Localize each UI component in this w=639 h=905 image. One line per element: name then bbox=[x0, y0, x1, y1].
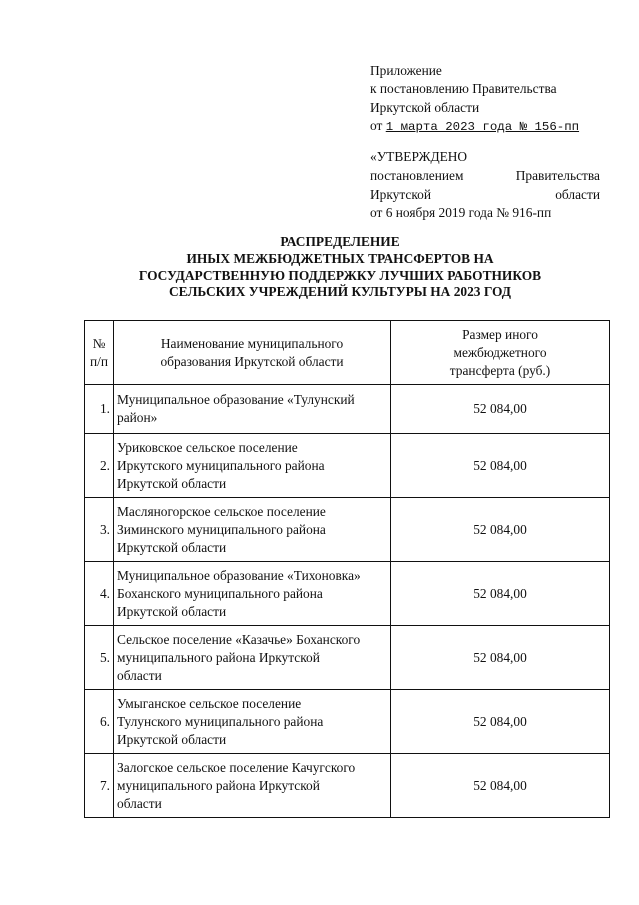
row-name-line: Масляногорское сельское поселение bbox=[117, 503, 326, 519]
row-number: 4. bbox=[85, 562, 114, 626]
row-name bbox=[114, 754, 391, 818]
approved-line-3 bbox=[370, 186, 600, 205]
approved-block bbox=[370, 148, 600, 223]
row-number: 1. bbox=[85, 385, 114, 434]
row-number: 7. bbox=[85, 754, 114, 818]
table-row bbox=[85, 690, 610, 754]
row-number: 2. bbox=[85, 434, 114, 498]
table-row bbox=[85, 385, 610, 434]
title-line-4: СЕЛЬСКИХ УЧРЕЖДЕНИЙ КУЛЬТУРЫ НА 2023 ГОД bbox=[169, 284, 511, 300]
header-name bbox=[114, 321, 391, 385]
approved-line-3-right: области bbox=[555, 186, 600, 202]
annex-line-1: Приложение bbox=[370, 63, 442, 78]
row-number: 3. bbox=[85, 498, 114, 562]
row-name-line: Иркутской области bbox=[117, 475, 227, 491]
row-name-line: муниципального района Иркутской bbox=[117, 649, 320, 665]
annex-date-number: 1 марта 2023 года № 156-пп bbox=[385, 120, 580, 135]
row-name-line: Муниципальное образование «Тихоновка» bbox=[117, 567, 361, 583]
annex-block bbox=[370, 62, 600, 137]
table-row bbox=[85, 626, 610, 690]
row-name bbox=[114, 498, 391, 562]
row-name bbox=[114, 385, 391, 434]
row-amount: 52 084,00 bbox=[391, 434, 610, 498]
row-amount: 52 084,00 bbox=[391, 498, 610, 562]
row-name bbox=[114, 690, 391, 754]
header-amount bbox=[391, 321, 610, 385]
header-number-line-1: № bbox=[92, 335, 106, 351]
row-name-line: Иркутской области bbox=[117, 603, 227, 619]
header-name-line-2: образования Иркутской области bbox=[160, 353, 344, 369]
row-name bbox=[114, 562, 391, 626]
row-amount: 52 084,00 bbox=[391, 385, 610, 434]
approved-line-2-right: Правительства bbox=[515, 167, 600, 183]
row-number: 6. bbox=[85, 690, 114, 754]
distribution-table bbox=[84, 320, 610, 818]
approved-line-3-left: Иркутской bbox=[370, 186, 432, 202]
title-line-1: РАСПРЕДЕЛЕНИЕ bbox=[280, 234, 400, 249]
row-name-line: области bbox=[117, 795, 162, 811]
row-name-line: Зиминского муниципального района bbox=[117, 521, 326, 537]
header-number bbox=[85, 321, 114, 385]
table-row bbox=[85, 498, 610, 562]
header-amount-line-2: межбюджетного bbox=[453, 344, 547, 360]
row-amount: 52 084,00 bbox=[391, 754, 610, 818]
table-header-row bbox=[85, 321, 610, 385]
row-name-line: Тулунского муниципального района bbox=[117, 713, 324, 729]
header-amount-line-3: трансферта (руб.) bbox=[449, 362, 551, 378]
approved-line-2-left: постановлением bbox=[370, 167, 464, 183]
document-title bbox=[60, 234, 620, 301]
row-name-line: Сельское поселение «Казачье» Боханского bbox=[117, 631, 361, 647]
annex-line-2: к постановлению Правительства bbox=[370, 81, 557, 97]
row-name bbox=[114, 434, 391, 498]
row-name-line: Иркутского муниципального района bbox=[117, 457, 325, 473]
row-amount: 52 084,00 bbox=[391, 690, 610, 754]
approved-line-4: от 6 ноября 2019 года № 916-пп bbox=[370, 205, 552, 221]
header-amount-line-1: Размер иного bbox=[462, 326, 538, 342]
row-name bbox=[114, 626, 391, 690]
row-number: 5. bbox=[85, 626, 114, 690]
row-name-line: муниципального района Иркутской bbox=[117, 777, 320, 793]
row-amount: 52 084,00 bbox=[391, 626, 610, 690]
table-row bbox=[85, 562, 610, 626]
row-name-line: Боханского муниципального района bbox=[117, 585, 323, 601]
row-name-line: Муниципальное образование «Тулунский bbox=[117, 392, 355, 407]
title-line-3: ГОСУДАРСТВЕННУЮ ПОДДЕРЖКУ ЛУЧШИХ РАБОТНИКОВ bbox=[138, 267, 542, 283]
annex-date-prefix: от bbox=[370, 118, 383, 134]
row-name-line: район» bbox=[117, 410, 158, 425]
header-number-line-2: п/п bbox=[89, 353, 109, 369]
row-name-line: Иркутской области bbox=[117, 731, 227, 747]
row-name-line: Уриковское сельское поселение bbox=[117, 439, 298, 455]
row-name-line: области bbox=[117, 667, 162, 683]
title-line-2: ИНЫХ МЕЖБЮДЖЕТНЫХ ТРАНСФЕРТОВ НА bbox=[186, 250, 494, 266]
row-name-line: Залогское сельское поселение Качугского bbox=[117, 759, 356, 775]
row-amount: 52 084,00 bbox=[391, 562, 610, 626]
row-name-line: Умыганское сельское поселение bbox=[117, 695, 302, 711]
annex-line-4 bbox=[370, 117, 600, 136]
table-row bbox=[85, 434, 610, 498]
header-name-line-1: Наименование муниципального bbox=[160, 335, 344, 351]
approved-line-2 bbox=[370, 167, 600, 186]
annex-line-3: Иркутской области bbox=[370, 99, 480, 115]
row-name-line: Иркутской области bbox=[117, 539, 227, 555]
approved-line-1: «УТВЕРЖДЕНО bbox=[370, 149, 468, 164]
table-row bbox=[85, 754, 610, 818]
